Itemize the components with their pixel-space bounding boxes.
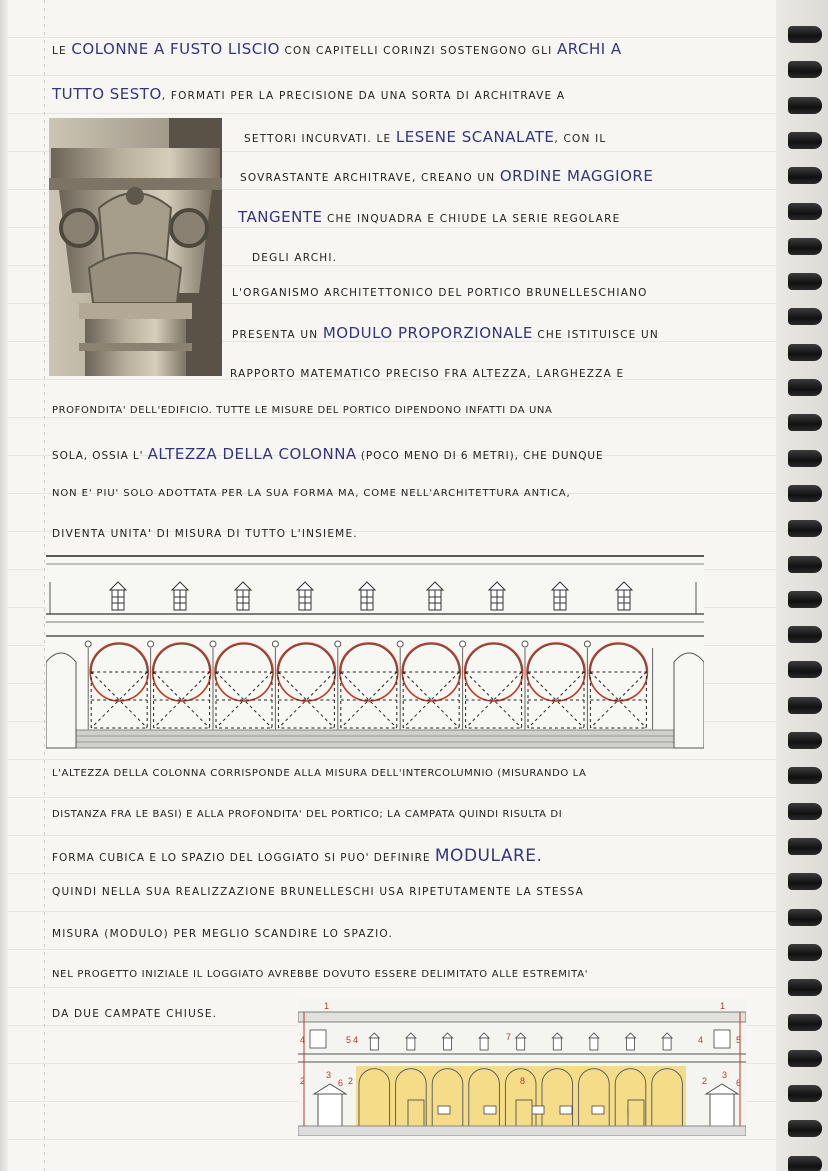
spiral-coil [788, 450, 822, 467]
spiral-coil [788, 520, 822, 537]
roundel [85, 641, 91, 647]
facade-window [480, 1038, 488, 1050]
facade-window [590, 1038, 598, 1050]
facade-label-3b: 3 [722, 1070, 728, 1080]
text-line: SOVRASTANTE ARCHITRAVE, CREANO UN ORDINE MAGGIORE [240, 167, 654, 185]
roundel [522, 641, 528, 647]
roundel [272, 641, 278, 647]
text-line: LE COLONNE A FUSTO LISCIO CON CAPITELLI CORINZI SOSTENGONO GLI ARCHI A [52, 40, 622, 58]
facade-label-3: 3 [326, 1070, 332, 1080]
spiral-coil [788, 308, 822, 325]
facade-label-8: 8 [520, 1076, 526, 1086]
roundel [460, 641, 466, 647]
spiral-coil [788, 97, 822, 114]
text-line: MISURA (MODULO) PER MEGLIO SCANDIRE LO SPAZIO. [52, 928, 393, 940]
text-line: RAPPORTO MATEMATICO PRECISO FRA ALTEZZA, LARGHEZZA E [230, 368, 625, 380]
text-line: L'ORGANISMO ARCHITETTONICO DEL PORTICO BRUNELLESCHIANO [232, 287, 648, 299]
facade-window [444, 1038, 452, 1050]
text-line: SETTORI INCURVATI. LE LESENE SCANALATE, CON IL [244, 128, 607, 146]
spiral-coil [788, 203, 822, 220]
facade-window [407, 1038, 415, 1050]
facade-label-4b: 4 [353, 1035, 359, 1045]
roundel [210, 641, 216, 647]
facade-door [516, 1100, 532, 1126]
spiral-coil [788, 661, 822, 678]
facade-door [408, 1100, 424, 1126]
facade-label-1b: 1 [720, 1001, 726, 1011]
facade-door-panel [484, 1106, 496, 1114]
facade-door-panel [532, 1106, 544, 1114]
roundel [148, 641, 154, 647]
facade-window [517, 1038, 525, 1050]
spiral-coil [788, 697, 822, 714]
facade-window [627, 1038, 635, 1050]
text-line: PROFONDITA' DELL'EDIFICIO. TUTTE LE MISURE DEL PORTICO DIPENDONO INFATTI DA UNA [52, 405, 553, 416]
facade-door-panel [592, 1106, 604, 1114]
facade-window [370, 1038, 378, 1050]
facade-label-2c: 2 [702, 1076, 708, 1086]
text-line: NEL PROGETTO INIZIALE IL LOGGIATO AVREBBE DOVUTO ESSERE DELIMITATO ALLE ESTREMITA' [52, 969, 589, 980]
facade-label-6b: 6 [736, 1078, 742, 1088]
spiral-coil [788, 626, 822, 643]
corinthian-capital-icon [49, 118, 222, 376]
facade-door-panel [560, 1106, 572, 1114]
spiral-coil [788, 732, 822, 749]
spiral-coil [788, 1050, 822, 1067]
roundel [397, 641, 403, 647]
facade-label-5: 5 [346, 1035, 352, 1045]
facade-label-2b: 2 [348, 1076, 354, 1086]
facade-end-window [310, 1030, 326, 1048]
text-line: TUTTO SESTO, FORMATI PER LA PRECISIONE DA UNA SORTA DI ARCHITRAVE A [52, 85, 566, 103]
facade-label-4c: 4 [698, 1035, 704, 1045]
spiral-coil [788, 803, 822, 820]
margin-line [44, 0, 45, 1171]
spiral-coil [788, 61, 822, 78]
text-line: FORMA CUBICA E LO SPAZIO DEL LOGGIATO SI PUO' DEFINIRE MODULARE. [52, 846, 543, 866]
spiral-coil [788, 767, 822, 784]
spiral-coil [788, 273, 822, 290]
capital-photo [49, 118, 222, 376]
spiral-coil [788, 979, 822, 996]
spiral-coil [788, 1156, 822, 1171]
spiral-coil [788, 556, 822, 573]
facade-door [628, 1100, 644, 1126]
spiral-coil [788, 1120, 822, 1137]
facade-end-window [714, 1030, 730, 1048]
spiral-coil [788, 238, 822, 255]
text-line: TANGENTE CHE INQUADRA E CHIUDE LA SERIE REGOLARE [238, 208, 621, 226]
text-line: SOLA, OSSIA L' ALTEZZA DELLA COLONNA (POCO MENO DI 6 METRI), CHE DUNQUE [52, 445, 604, 463]
spiral-coil [788, 944, 822, 961]
spiral-coil [788, 838, 822, 855]
facade-window [663, 1038, 671, 1050]
spiral-coil [788, 909, 822, 926]
facade-label-6: 6 [338, 1078, 344, 1088]
text-line: NON E' PIU' SOLO ADOTTATA PER LA SUA FORMA MA, COME NELL'ARCHITETTURA ANTICA, [52, 488, 571, 499]
text-line: L'ALTEZZA DELLA COLONNA CORRISPONDE ALLA MISURA DELL'INTERCOLUMNIO (MISURANDO LA [52, 768, 587, 779]
facade-label-7: 7 [506, 1032, 512, 1042]
spiral-coil [788, 873, 822, 890]
text-line: DIVENTA UNITA' DI MISURA DI TUTTO L'INSIEME. [52, 528, 358, 540]
spiral-coil [788, 379, 822, 396]
facade-elevation-drawing [298, 998, 746, 1136]
page-edge [0, 0, 8, 1171]
facade-label-4: 4 [300, 1035, 306, 1045]
facade-window [553, 1038, 561, 1050]
roundel [584, 641, 590, 647]
roundel [335, 641, 341, 647]
facade-label-2: 2 [300, 1076, 306, 1086]
spiral-coil [788, 591, 822, 608]
text-line: QUINDI NELLA SUA REALIZZAZIONE BRUNELLESCHI USA RIPETUTAMENTE LA STESSA [52, 886, 585, 898]
spiral-coil [788, 167, 822, 184]
spiral-coil [788, 344, 822, 361]
spiral-coil [788, 132, 822, 149]
spiral-coil [788, 414, 822, 431]
portico-elevation-drawing [46, 552, 704, 752]
text-line: DA DUE CAMPATE CHIUSE. [52, 1008, 218, 1020]
spiral-coil [788, 1014, 822, 1031]
facade-label-5b: 5 [736, 1035, 742, 1045]
spiral-coil [788, 1085, 822, 1102]
spiral-coil [788, 485, 822, 502]
spiral-binding [776, 0, 828, 1171]
text-line: DEGLI ARCHI. [252, 252, 338, 264]
text-line: DISTANZA FRA LE BASI) E ALLA PROFONDITA' DEL PORTICO; LA CAMPATA QUINDI RISULTA DI [52, 809, 563, 820]
spiral-coil [788, 26, 822, 43]
facade-label-1: 1 [324, 1001, 330, 1011]
facade-door-panel [438, 1106, 450, 1114]
text-line: PRESENTA UN MODULO PROPORZIONALE CHE ISTITUISCE UN [232, 324, 659, 342]
